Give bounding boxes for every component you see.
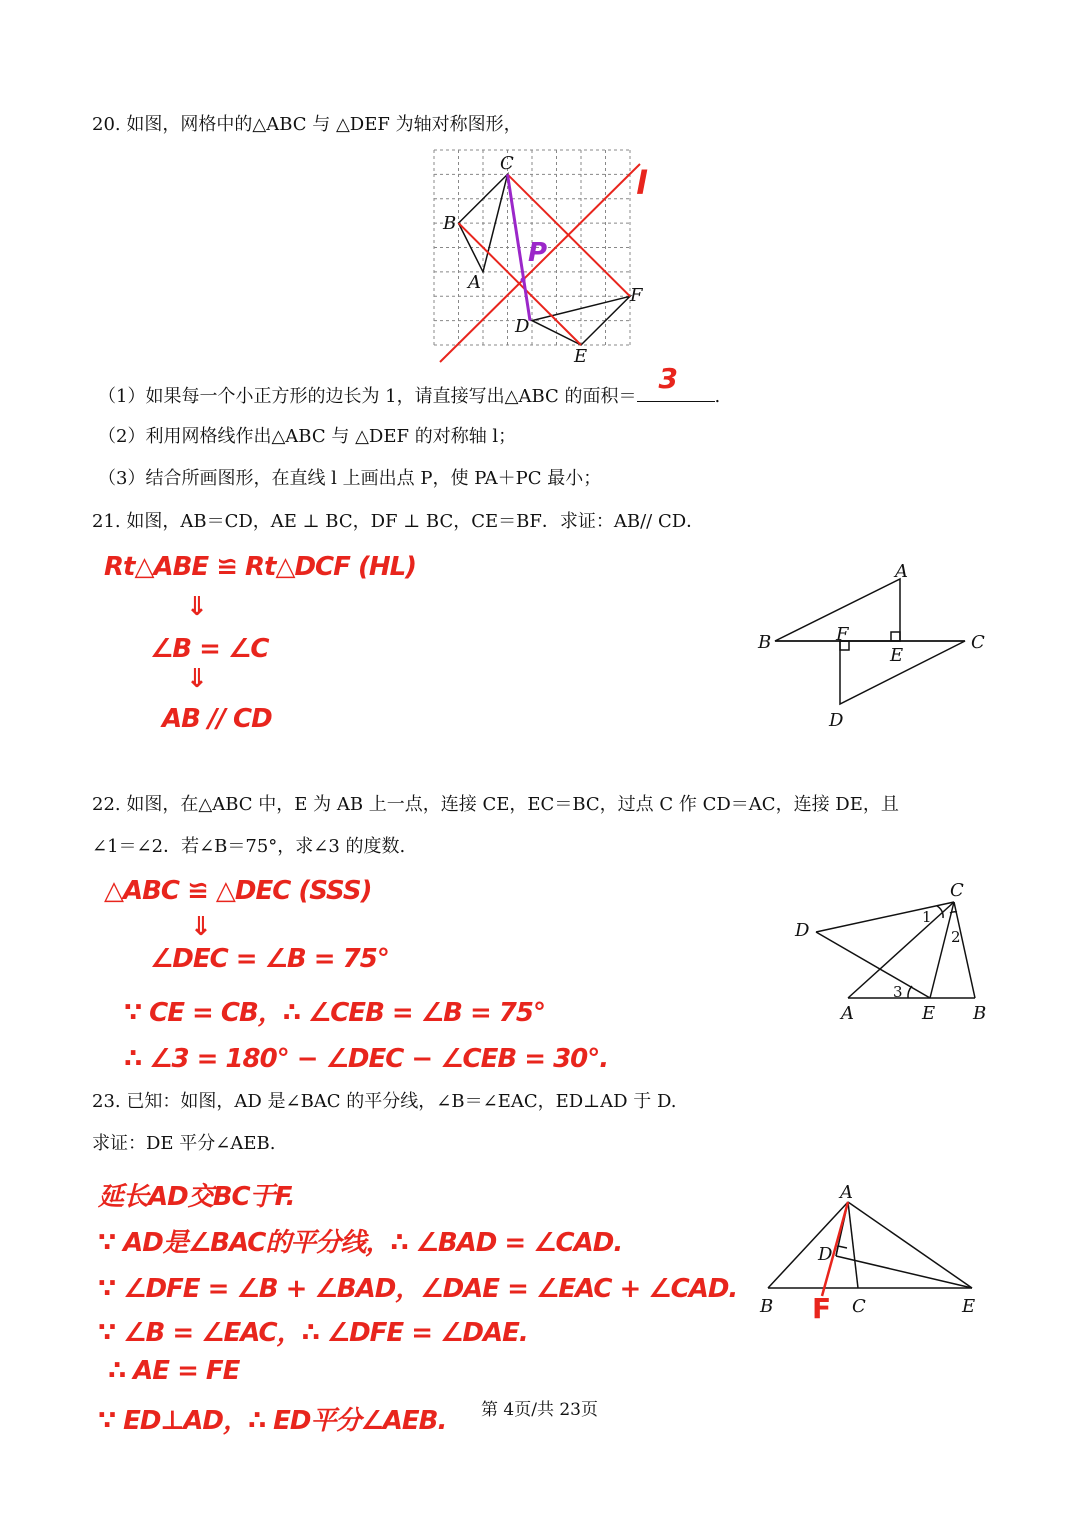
label-a: A [468,272,481,293]
handwritten-answer: 3 [658,362,678,395]
q23-label-b: B [760,1296,774,1317]
q23-hw-line5: ∴ AE = FE [108,1356,240,1386]
label-e: E [574,346,588,367]
q22-label-c: C [950,880,964,901]
q20-part1-text: （1）如果每一个小正方形的边长为 1，请直接写出△ABC 的面积＝ [98,386,637,407]
q21-hw-line3: AB // CD [162,704,272,734]
q21-label-a: A [895,561,908,582]
q21-hw-line1: Rt△ABE ≌ Rt△DCF (HL) [104,552,417,582]
q21-label-b: B [758,632,772,653]
q21-label-f: F [836,624,849,645]
label-d: D [515,316,530,337]
q21-label-d: D [829,710,844,731]
q20-part1-period: . [714,386,721,407]
q21-hw-arrow1: ⇓ [186,592,207,622]
q21-label-c: C [971,632,985,653]
q20-part2: （2）利用网格线作出△ABC 与 △DEF 的对称轴 l； [98,426,517,447]
q23-hw-line3: ∵ ∠DFE = ∠B + ∠BAD，∠DAE = ∠EAC + ∠CAD. [98,1274,738,1304]
q21-title: 21. 如图，AB＝CD，AE ⊥ BC，DF ⊥ BC，CE＝BF．求证：AB// CD． [92,511,705,532]
q23-hw-line2: ∵ AD是∠BAC的平分线，∴ ∠BAD = ∠CAD. [98,1228,623,1258]
q23-line1: 23. 已知：如图，AD 是∠BAC 的平分线，∠B＝∠EAC，ED⊥AD 于 D. [92,1091,677,1112]
q20-part3: （3）结合所画图形，在直线 l 上画出点 P，使 PA＋PC 最小； [98,468,602,489]
q23-label-a: A [840,1182,853,1203]
q22-line2: ∠1＝∠2．若∠B＝75°，求∠3 的度数. [92,836,406,857]
q23-label-c: C [852,1296,866,1317]
label-c: C [500,153,514,174]
q23-line2: 求证：DE 平分∠AEB. [92,1133,276,1154]
q22-hw-line2: ∠DEC = ∠B = 75° [150,944,389,974]
q22-label-d: D [795,920,810,941]
q22-label-2: 2 [951,928,961,946]
q21-hw-arrow2: ⇓ [186,664,207,694]
q22-label-3: 3 [893,983,903,1001]
q21-hw-line2: ∠B = ∠C [150,634,269,664]
label-f: F [630,285,643,306]
label-b: B [443,213,457,234]
page-footer: 第 4页/共 23页 [481,1400,598,1420]
handwritten-label-p: P [528,238,547,268]
q22-line1: 22. 如图，在△ABC 中，E 为 AB 上一点，连接 CE，EC＝BC，过点 C 作 CD＝AC，连接 DE，且 [92,794,899,815]
q22-label-e: E [922,1003,936,1024]
q22-label-1: 1 [922,908,932,926]
q23-hw-line4: ∵ ∠B = ∠EAC，∴ ∠DFE = ∠DAE. [98,1318,528,1348]
q22-label-a: A [841,1003,854,1024]
handwritten-label-f: F [812,1292,831,1325]
q22-hw-line1: △ABC ≌ △DEC (SSS) [104,876,372,906]
q23-label-d: D [818,1244,833,1265]
q20-title: 20. 如图，网格中的△ABC 与 △DEF 为轴对称图形， [92,114,522,135]
handwritten-label-l: l [636,164,646,202]
q22-hw-line3: ∵ CE = CB，∴ ∠CEB = ∠B = 75° [124,998,545,1028]
q22-hw-line4: ∴ ∠3 = 180° − ∠DEC − ∠CEB = 30°. [124,1044,609,1074]
q22-label-b: B [973,1003,987,1024]
q23-label-e: E [962,1296,976,1317]
q22-hw-arrow: ⇓ [190,912,211,942]
q21-label-e: E [890,645,904,666]
q23-hw-line1: 延长AD交BC于F. [98,1182,295,1212]
q23-hw-line6: ∵ ED⊥AD，∴ ED平分∠AEB. [98,1406,447,1436]
